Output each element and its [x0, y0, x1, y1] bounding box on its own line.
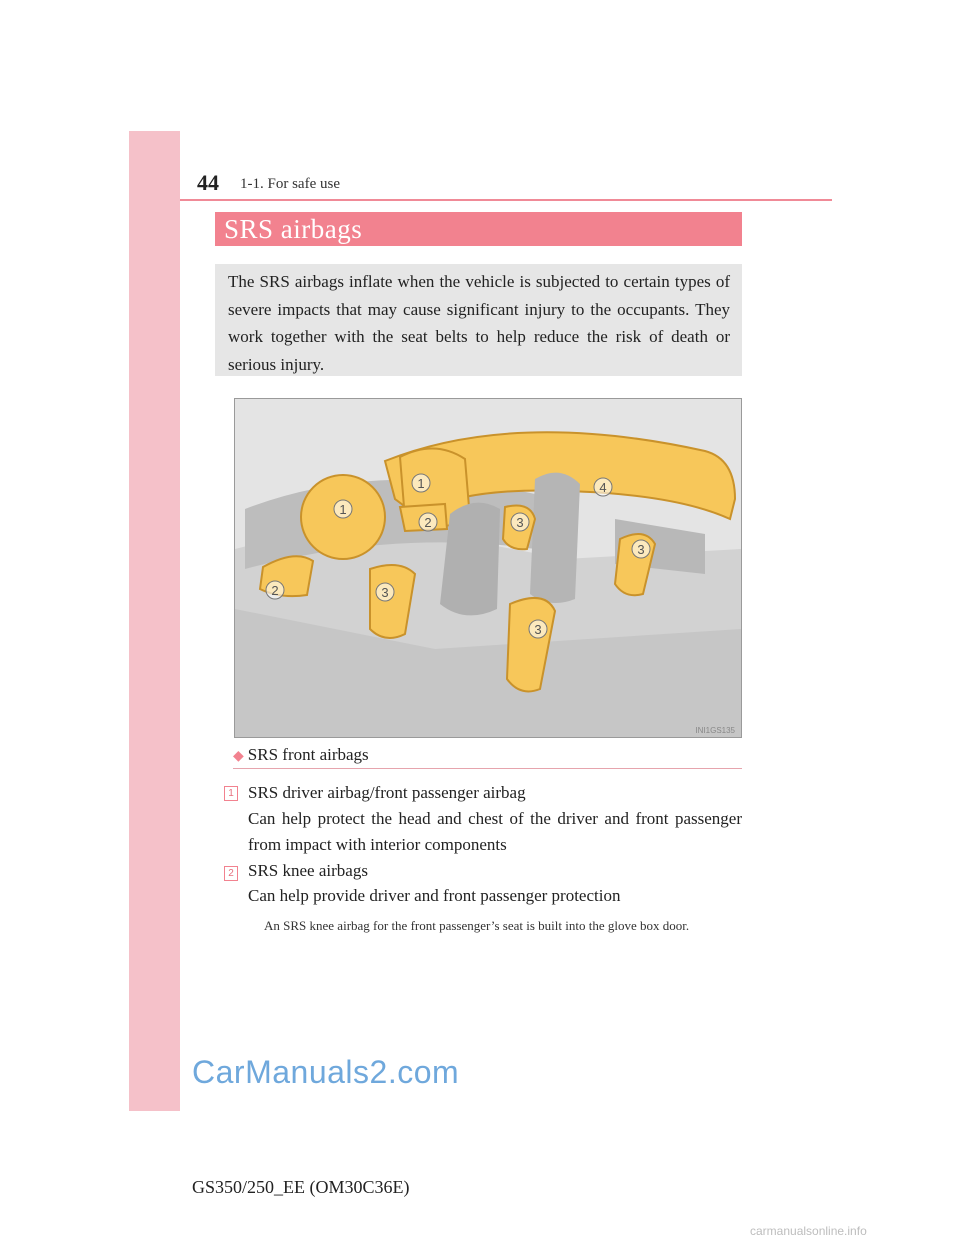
item-badge: 1	[224, 786, 238, 801]
callout-label: 3	[516, 515, 524, 530]
footer-site: carmanualsonline.info	[750, 1224, 867, 1238]
item-description: Can help provide driver and front passenger protection	[248, 886, 621, 905]
note-text: An SRS knee airbag for the front passenger’s seat is built into the glove box door.	[264, 918, 690, 933]
side-tab	[129, 131, 180, 1111]
page-title: SRS airbags	[224, 214, 363, 244]
item-title: SRS driver airbag/front passenger airbag	[248, 783, 526, 802]
subhead	[233, 745, 369, 765]
item-description: Can help protect the head and chest of the driver and front passenger from impact with interior components	[248, 809, 742, 854]
header-rule	[180, 199, 832, 201]
watermark: CarManuals2.com	[192, 1054, 460, 1090]
footer-model-code: GS350/250_EE (OM30C36E)	[192, 1177, 410, 1197]
callout-label: 3	[534, 622, 542, 637]
intro-text: The SRS airbags inflate when the vehicle is subjected to certain types of severe impacts that may cause significant injury to the occupants. They work together with the seat belts to help reduce the risk of death or serious injury.	[228, 272, 730, 374]
section-label: 1-1. For safe use	[240, 176, 340, 192]
subhead-rule	[233, 768, 742, 769]
callout-label: 1	[417, 476, 425, 491]
item-badge: 2	[224, 866, 238, 881]
illustration-code: INI1GS135	[695, 726, 735, 735]
car-interior-drawing	[235, 399, 741, 737]
item-title: SRS knee airbags	[248, 861, 368, 880]
callout-label: 3	[637, 542, 645, 557]
airbag-illustration	[234, 398, 742, 738]
callout-label: 3	[381, 585, 389, 600]
diamond-icon: ◆	[233, 749, 244, 764]
intro-box	[215, 264, 742, 376]
page-number: 44	[197, 170, 219, 195]
callout-label: 1	[339, 502, 347, 517]
title-bar	[215, 212, 742, 246]
subhead-text: SRS front airbags	[247, 745, 369, 764]
callout-label: 2	[271, 583, 279, 598]
callout-label: 4	[599, 480, 607, 495]
callout-label: 2	[424, 515, 432, 530]
